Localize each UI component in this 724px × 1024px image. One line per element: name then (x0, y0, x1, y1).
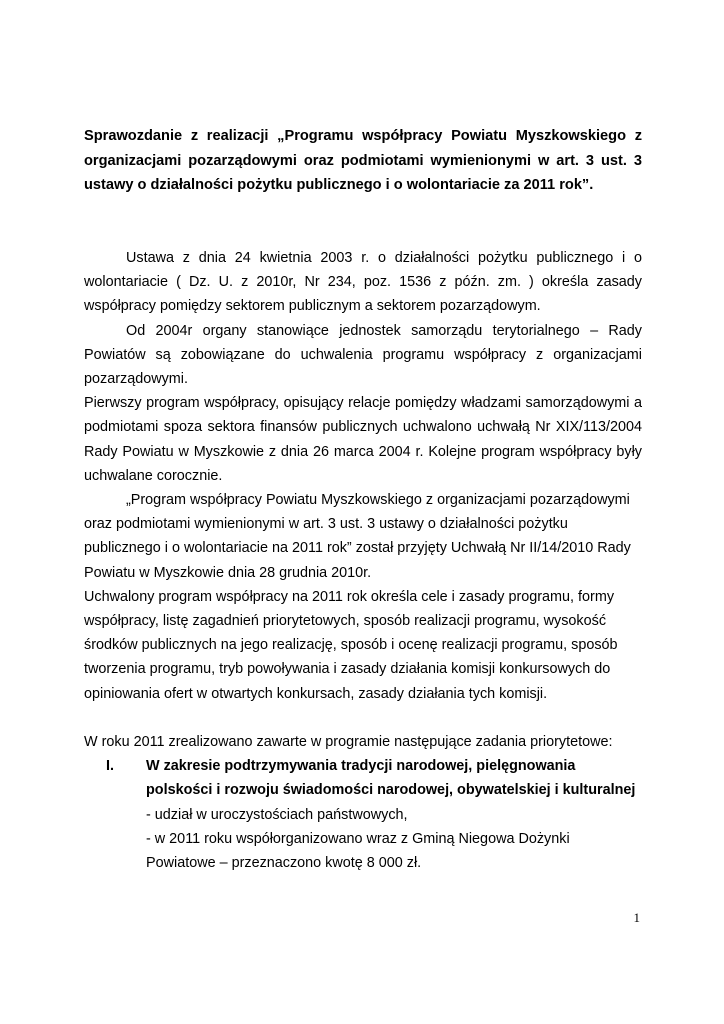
page-number: 1 (633, 910, 640, 925)
priority-section (84, 754, 642, 875)
paragraph-act: Ustawa z dnia 24 kwietnia 2003 r. o działalności pożytku publicznego i o wolontariacie ( Dz. U. z 2010r, Nr 234, poz. 1536 z późn. zm. ) określa zasady współpracy pomiędzy sektorem publicznym a sektorem pozarządowym. (84, 250, 642, 315)
paragraph-program-scope: Uchwalony program współpracy na 2011 rok określa cele i zasady programu, formy współpracy, listę zagadnień priorytetowych, sposób realizacji programu, wysokość środków publicznych na jego realizację, sposób i ocenę realizacji programu, sposób tworzenia programu, tryb powoływania i zasady działania komisji konkursowych do opiniowania ofert w otwartych konkursach, zasady działania tych komisji. (84, 588, 618, 702)
paragraph-obligation: Od 2004r organy stanowiące jednostek samorządu terytorialnego – Rady Powiatów są zobowiązane do uchwalenia programu współpracy z organizacjami pozarządowymi. (84, 322, 642, 388)
paragraph-first-program: Pierwszy program współpracy, opisujący relacje pomiędzy władzami samorządowymi a podmiotami spoza sektora finansów publicznych uchwalono uchwałą Nr XIX/113/2004 Rady Powiatu w Myszkowie z dnia 26 marca 2004 r. Kolejne program współpracy były uchwalane corocznie. (84, 395, 642, 484)
paragraph-spacer (84, 706, 642, 730)
document-body (84, 246, 642, 875)
section-number: I. (106, 758, 114, 775)
section-title: W zakresie podtrzymywania tradycji narodowej, pielęgnowania polskości i rozwoju świadomości narodowej, obywatelskiej i kulturalnej (146, 758, 636, 799)
section-content (146, 754, 642, 875)
paragraph-program-2011: „Program współpracy Powiatu Myszkowskiego z organizacjami pozarządowymi oraz podmiotami wymienionymi w art. 3 ust. 3 ustawy o działalności pożytku publicznego i o wolontariacie na 2011 rok” został przyjęty Uchwałą Nr II/14/2010 Rady Powiatu w Myszkowie dnia 28 grudnia 2010r. (84, 492, 631, 581)
paragraph-priorities-intro: W roku 2011 zrealizowano zawarte w programie następujące zadania priorytetowe: (84, 734, 613, 751)
section-item: - udział w uroczystościach państwowych, (146, 806, 408, 823)
section-item: - w 2011 roku współorganizowano wraz z Gminą Niegowa Dożynki Powiatowe – przeznaczono kwotę 8 000 zł. (146, 830, 570, 872)
document-title: Sprawozdanie z realizacji „Programu współpracy Powiatu Myszkowskiego z organizacjami pozarządowymi oraz podmiotami wymienionymi w art. 3 ust. 3 ustawy o działalności pożytku publicznego i o wolontariacie za 2011 rok”. (84, 128, 642, 193)
